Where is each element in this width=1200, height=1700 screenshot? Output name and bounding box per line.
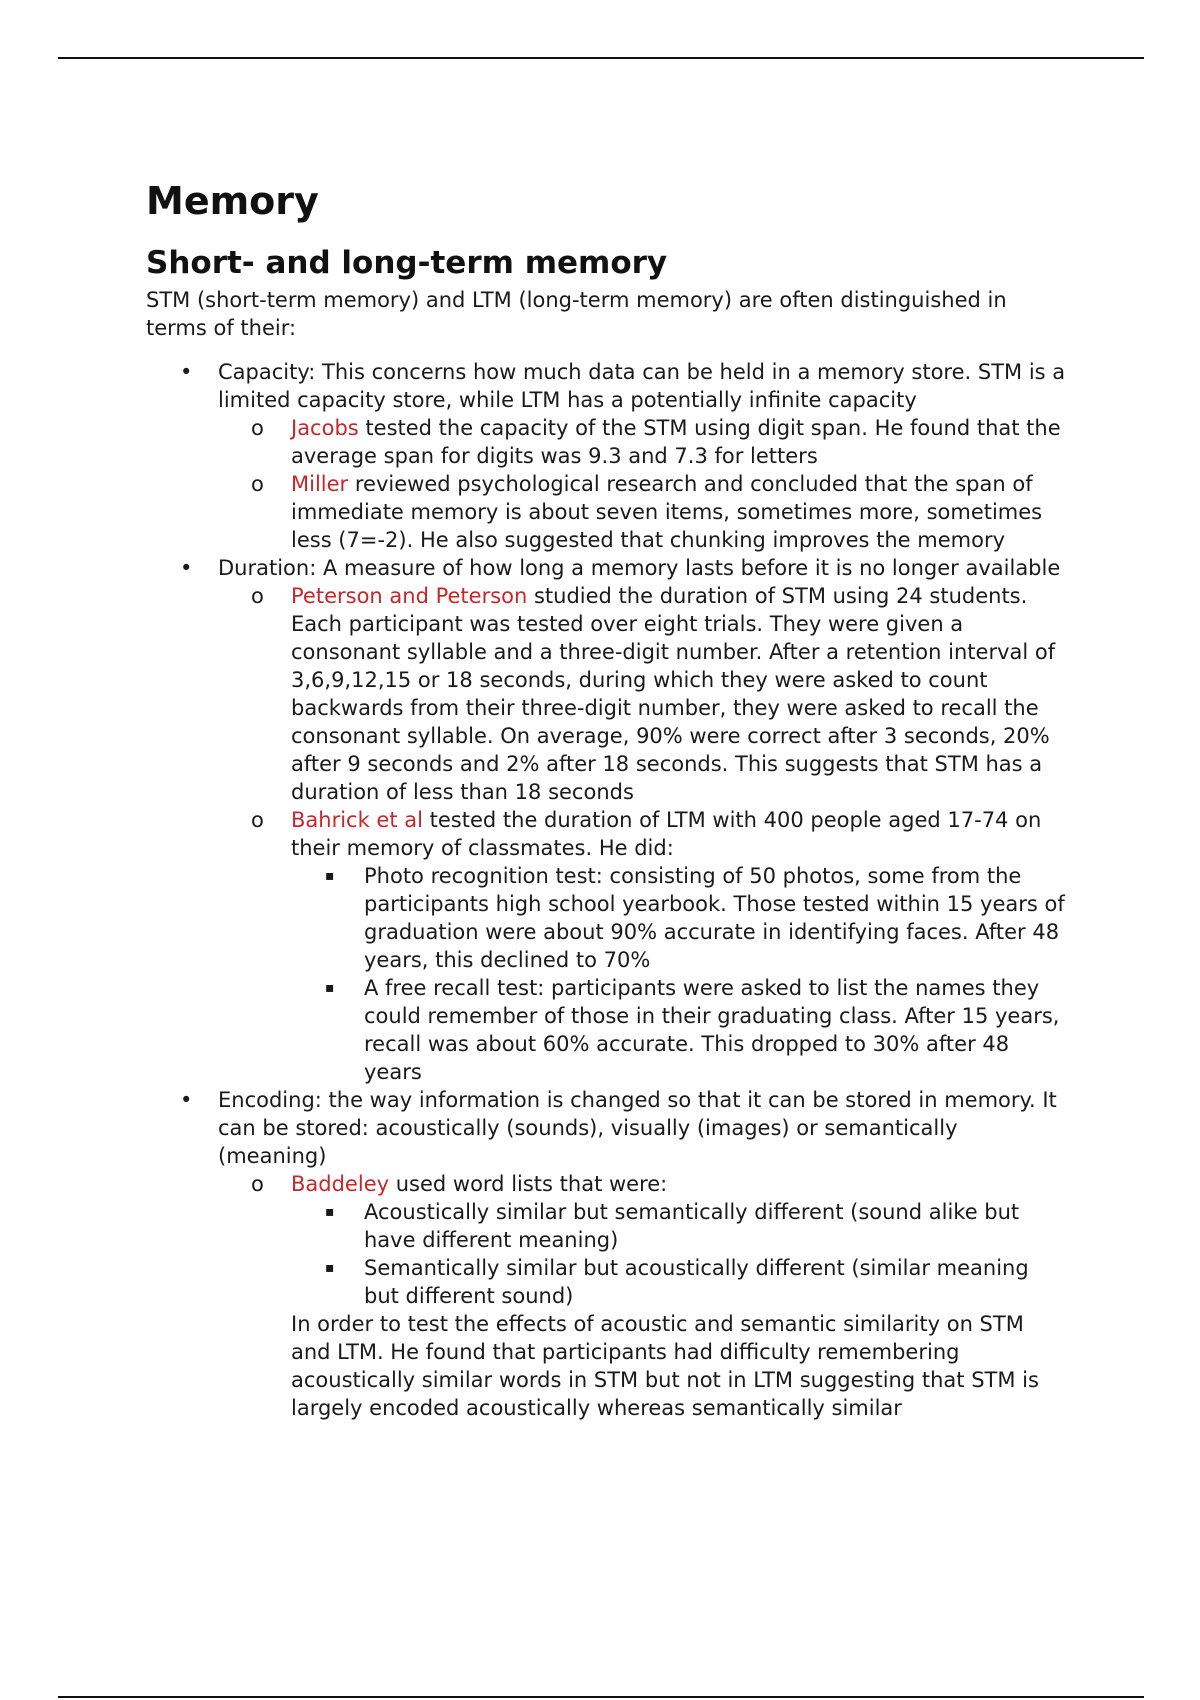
sub-marker: o xyxy=(251,1172,264,1196)
list-item-encoding xyxy=(146,1086,1066,1422)
sub-marker: o xyxy=(251,808,264,832)
sub-item-peterson xyxy=(218,582,1066,806)
bullet-marker: • xyxy=(180,556,193,580)
researcher-name: Bahrick et al xyxy=(291,808,423,832)
header-rule xyxy=(58,57,1144,59)
sub-marker: o xyxy=(251,472,264,496)
sub-list xyxy=(218,414,1066,554)
nested-item-text: Photo recognition test: consisting of 50 photos, some from the participants high school yearbook. Those tested within 15 years of graduation were about 90% accurate in identifying faces. After 48 years, this declined to 70% xyxy=(364,864,1065,972)
nested-item-text: Acoustically similar but semantically different (sound alike but have different meaning) xyxy=(364,1200,1020,1252)
document-body xyxy=(146,178,1066,1422)
duration-text: Duration: A measure of how long a memory lasts before it is no longer available xyxy=(218,556,1061,580)
sub-marker: o xyxy=(251,416,264,440)
main-list xyxy=(146,358,1066,1422)
nested-item-text: Semantically similar but acoustically different (similar meaning but different sound) xyxy=(364,1256,1029,1308)
sub-item-bahrick xyxy=(218,806,1066,1086)
nested-item xyxy=(291,974,1066,1086)
page-title: Memory xyxy=(146,179,319,223)
square-marker: ▪ xyxy=(325,1204,335,1220)
sub-item-jacobs xyxy=(218,414,1066,470)
researcher-name: Peterson and Peterson xyxy=(291,584,528,608)
researcher-name: Miller xyxy=(291,472,349,496)
square-marker: ▪ xyxy=(325,868,335,884)
sub-item-baddeley xyxy=(218,1170,1066,1310)
continuation-paragraph: In order to test the effects of acoustic and semantic similarity on STM and LTM. He found that participants had difficulty remembering acoustically similar words in STM but not in LTM suggesting that STM is largely encoded acoustically whereas semantically similar xyxy=(291,1312,1039,1420)
sub-item-text: tested the duration of LTM with 400 people aged 17-74 on their memory of classmates. He did: xyxy=(291,808,1042,860)
section-heading: Short- and long-term memory xyxy=(146,245,668,281)
nested-item xyxy=(291,1198,1066,1254)
sub-list xyxy=(218,582,1066,1086)
nested-item xyxy=(291,1254,1066,1310)
sub-item-miller xyxy=(218,470,1066,554)
sub-item-text: reviewed psychological research and concluded that the span of immediate memory is about seven items, sometimes more, sometimes less (7=-2). He also suggested that chunking improves the memory xyxy=(291,472,1043,552)
encoding-text: Encoding: the way information is changed so that it can be stored in memory. It can be stored: acoustically (sounds), visually (images) or semantically (meaning) xyxy=(218,1088,1057,1168)
list-item-capacity xyxy=(146,358,1066,554)
sub-item-text: studied the duration of STM using 24 students. Each participant was tested over eight trials. They were given a consonant syllable and a three-digit number. After a retention interval of 3,6,9,12,15 or 18 seconds, during which they were asked to count backwards from their three-digit number, they were asked to recall the consonant syllable. On average, 90% were correct after 3 seconds, 20% after 9 seconds and 2% after 18 seconds. This suggests that STM has a duration of less than 18 seconds xyxy=(291,584,1056,804)
researcher-name: Jacobs xyxy=(291,416,359,440)
nested-list xyxy=(291,862,1066,1086)
researcher-name: Baddeley xyxy=(291,1172,390,1196)
square-marker: ▪ xyxy=(325,1260,335,1276)
capacity-text: Capacity: This concerns how much data can be held in a memory store. STM is a limited capacity store, while LTM has a potentially infinite capacity xyxy=(218,360,1066,412)
sub-list xyxy=(218,1170,1066,1310)
sub-item-text: tested the capacity of the STM using digit span. He found that the average span for digits was 9.3 and 7.3 for letters xyxy=(291,416,1061,468)
bullet-marker: • xyxy=(180,1088,193,1112)
nested-item xyxy=(291,862,1066,974)
bullet-marker: • xyxy=(180,360,193,384)
list-item-duration xyxy=(146,554,1066,1086)
sub-item-text: used word lists that were: xyxy=(389,1172,668,1196)
nested-item-text: A free recall test: participants were asked to list the names they could remember of those in their graduating class. After 15 years, recall was about 60% accurate. This dropped to 30% after 48 years xyxy=(364,976,1060,1084)
nested-list xyxy=(291,1198,1066,1310)
footer-rule xyxy=(58,1696,1144,1698)
square-marker: ▪ xyxy=(325,980,335,996)
sub-marker: o xyxy=(251,584,264,608)
intro-paragraph: STM (short-term memory) and LTM (long-term memory) are often distinguished in terms of their: xyxy=(146,288,1007,340)
